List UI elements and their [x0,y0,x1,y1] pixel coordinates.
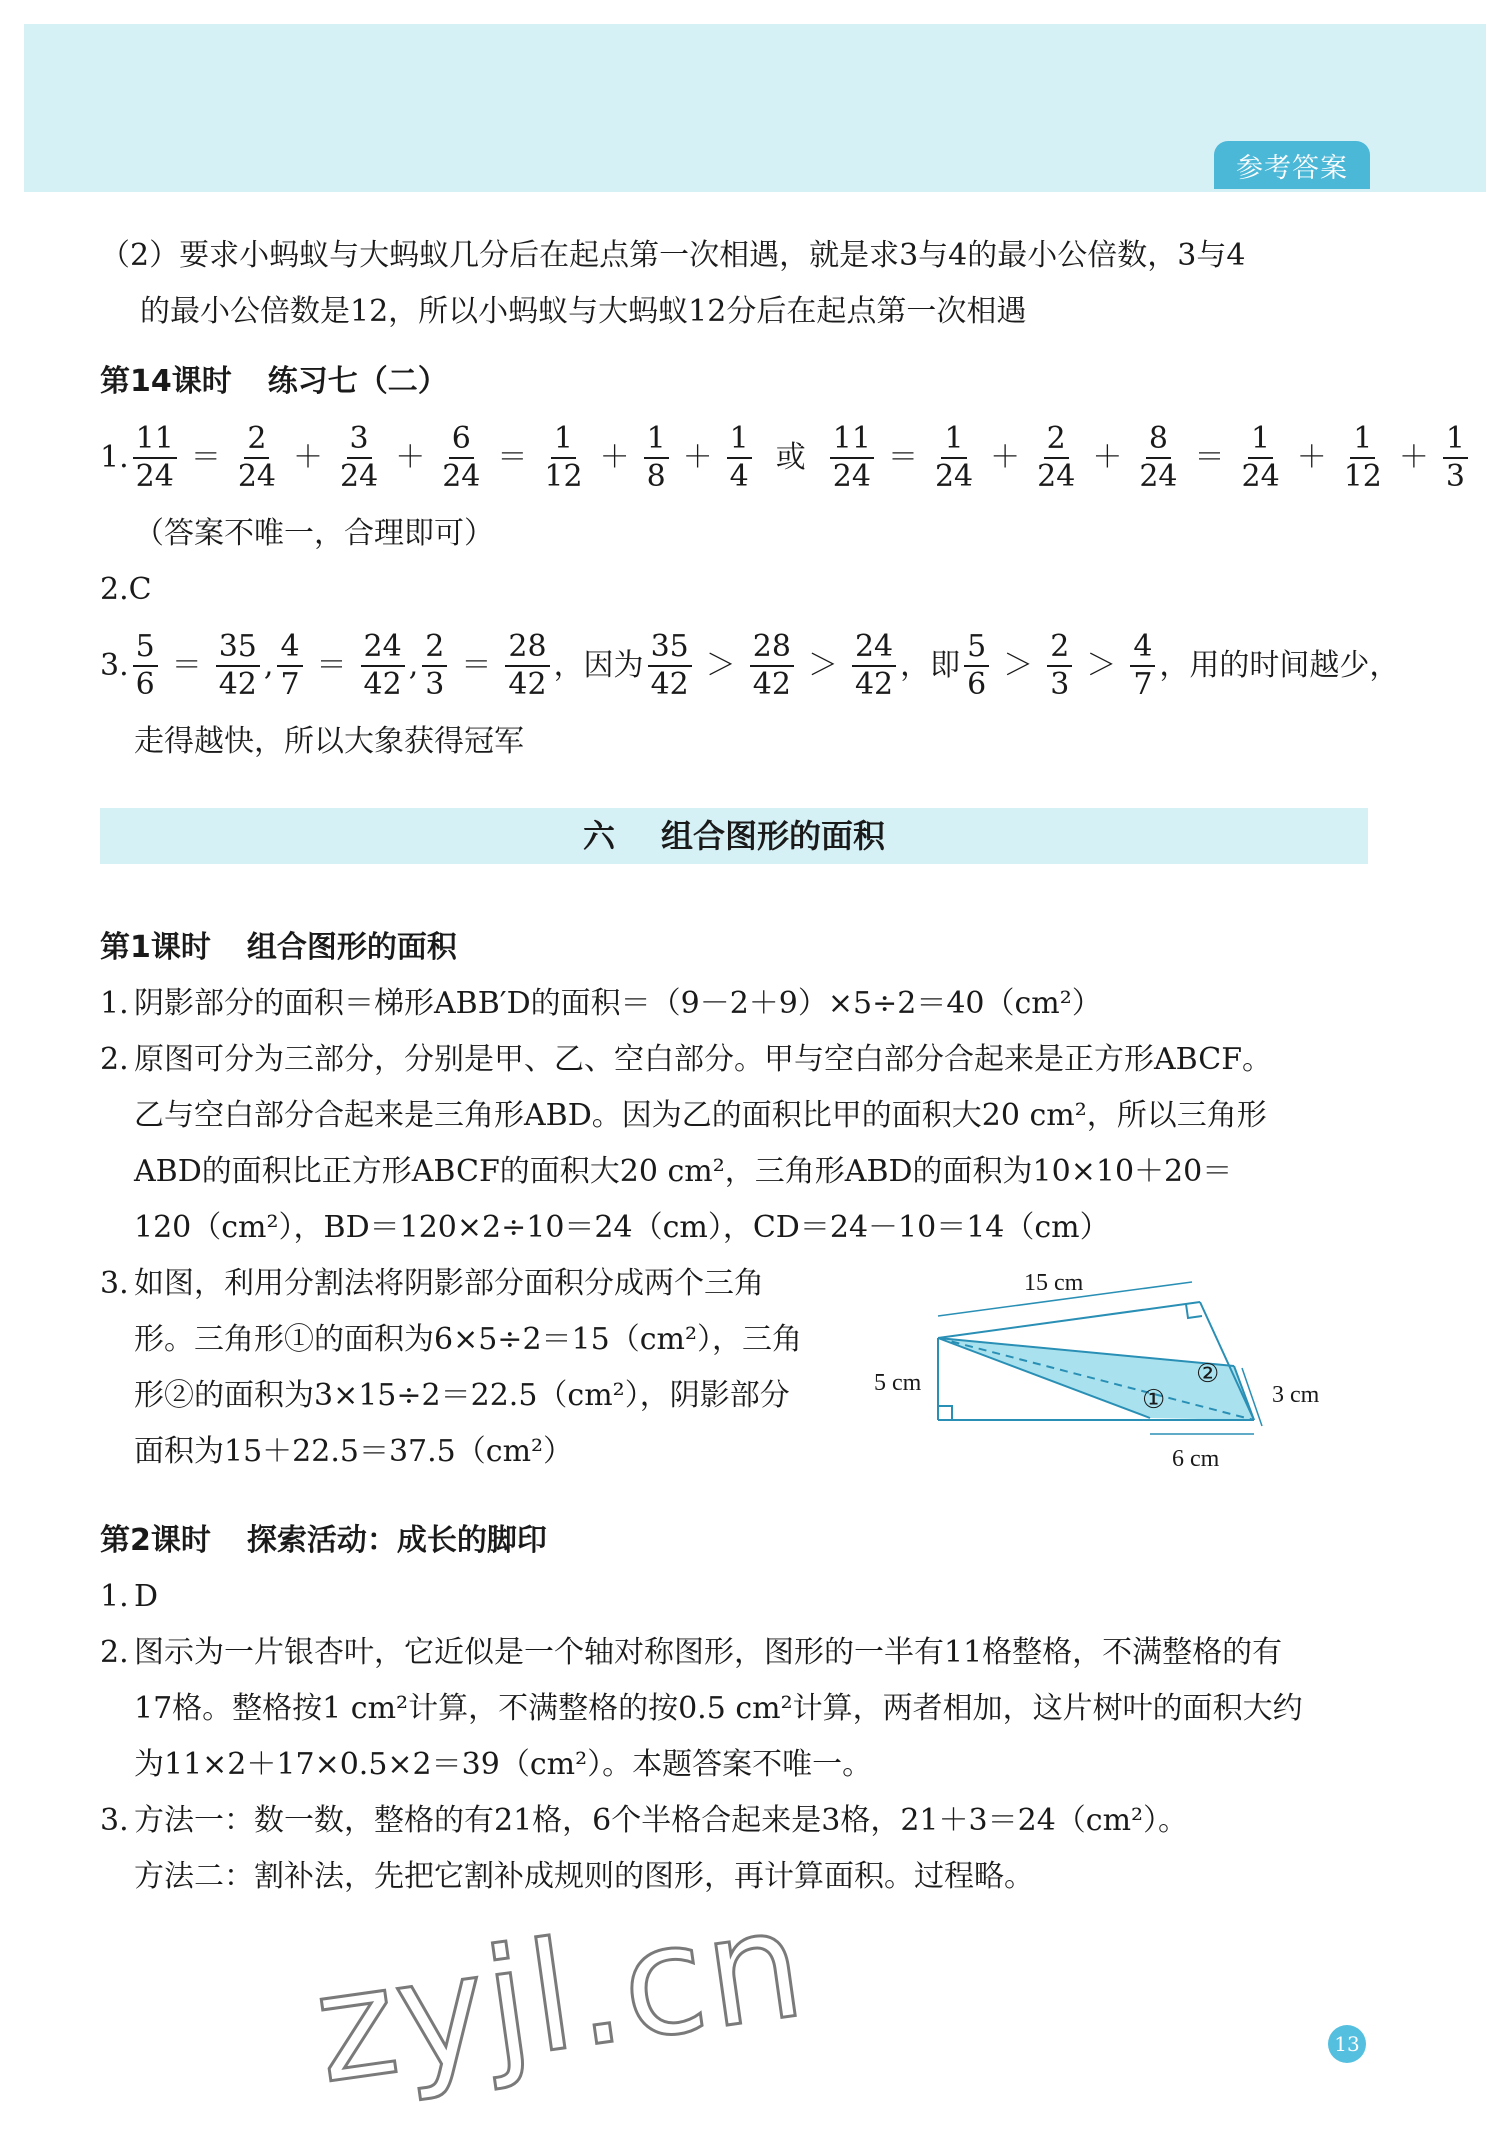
question-number: 3. [100,1266,129,1301]
lesson2-title: 探索活动：成长的脚印 [246,1523,547,1558]
fraction: $\frac{11}{24}$ [830,421,874,495]
answer-line: 方法二：割补法，先把它割补成规则的图形，再计算面积。过程略。 [134,1859,1034,1894]
fraction: $\frac{2}{24}$ [237,421,276,494]
fraction: $\frac{2}{24}$ [1037,421,1076,494]
answer-line: 原图可分为三部分，分别是甲、乙、空白部分。甲与空白部分合起来是正方形ABCF。 [134,1042,1273,1077]
fraction: $\frac{1}{12}$ [544,421,583,494]
answer-text: 阴影部分的面积＝梯形ABB′D的面积＝（9－2＋9）×5÷2＝40（cm²） [134,986,1102,1021]
lesson14-q2 [100,562,1368,618]
lesson14-q3-line2: 走得越快，所以大象获得冠军 [134,724,524,759]
fraction: $\frac{28}{42}$ [505,629,549,703]
fraction: $\frac{4}{7}$ [1130,629,1155,703]
lesson2-label: 第2课时 [100,1523,211,1558]
fraction: $\frac{1}{24}$ [934,421,974,494]
fraction: $\frac{28}{42}$ [750,629,794,703]
answer-line: 120（cm²），BD＝120×2÷10＝24（cm），CD＝24－10＝14（cm） [134,1210,1110,1245]
geometry-figure [874,1256,1394,1499]
lesson14-q1-equations: 1. $\frac{11}{24}$ ＝ $\frac{2}{24}$ ＋ $\frac{3}{24}$ ＋ $\frac{6}{24}$ ＝ $\frac{1}{12}$ ＋ $\frac{1}{8}$ ＋ $\frac{1}{4}$ 或 $\frac{11}{24}$ ＝ $\frac{1}{24}$ ＋ $\frac{2}{24}$ ＋ $\frac{8}{24}$ ＝ $\frac{1}{24}$ ＋ $\frac{1}{12}$ ＋ $\frac{1}{3}$ [100,410,1368,506]
lesson2-q1 [100,1569,1368,1625]
fraction: $\frac{1}{3}$ [1443,421,1468,495]
label-left: 5 cm [874,1370,922,1396]
lesson1-title: 组合图形的面积 [246,930,457,965]
label-right: 3 cm [1272,1382,1320,1408]
answer-line: 方法一：数一数，整格的有21格，6个半格合起来是3格，21＋3＝24（cm²）。 [134,1803,1189,1838]
continued-line-2: 的最小公倍数是12，所以小蚂蚁与大蚂蚁12分后在起点第一次相遇 [140,294,1027,329]
fraction: $\frac{35}{42}$ [216,629,260,703]
lesson1-q1 [100,976,1368,1032]
answer-line: 乙与空白部分合起来是三角形ABD。因为乙的面积比甲的面积大20 cm²，所以三角形 [134,1098,1267,1133]
answer-line: 图示为一片银杏叶，它近似是一个轴对称图形，图形的一半有11格整格，不满整格的有 [134,1635,1283,1670]
lesson14-title: 练习七（二） [267,364,448,399]
page-content [100,228,1465,1905]
fraction: $\frac{11}{24}$ [133,421,177,495]
fraction: $\frac{1}{8}$ [644,421,669,495]
continued-line-1: （2）要求小蚂蚁与大蚂蚁几分后在起点第一次相遇，就是求3与4的最小公倍数，3与4 [100,238,1246,273]
fraction: $\frac{4}{7}$ [277,629,302,703]
lesson2-q2 [100,1625,1368,1793]
lesson1-q2 [100,1032,1368,1256]
tail-text: ，用的时间越少， [1159,648,1400,683]
answer-line: 17格。整格按1 cm²计算，不满整格的按0.5 cm²计算，两者相加，这片树叶的面积大约 [134,1691,1303,1726]
top-side [938,1302,1200,1338]
question-number: 2. [100,1042,129,1077]
label-top: 15 cm [1024,1270,1084,1296]
answer-line: 形。三角形①的面积为6×5÷2＝15（cm²），三角 [134,1322,802,1357]
or-text: 或 [775,440,806,475]
question-number: 2. [100,572,129,607]
answer-line: ABD的面积比正方形ABCF的面积大20 cm²，三角形ABD的面积为10×10＋20＝ [134,1154,1233,1189]
answer: C [128,572,152,607]
question-number: 3. [100,1803,129,1838]
label-bottom: 6 cm [1172,1446,1220,1472]
fraction: $\frac{1}{4}$ [727,421,752,495]
ie-text: ，即 [900,648,961,683]
answer-line: 形②的面积为3×15÷2＝22.5（cm²），阴影部分 [134,1378,790,1413]
question-number: 1. [100,1579,129,1614]
fraction: $\frac{8}{24}$ [1139,421,1178,494]
lesson14-heading [100,354,1368,410]
lesson14-q3-equations: 3. $\frac{5}{6}$ ＝ $\frac{35}{42}$ , $\frac{4}{7}$ ＝ $\frac{24}{42}$ , $\frac{2}{3}$ ＝ $\frac{28}{42}$ ，因为 $\frac{35}{42}$ ＞ $\frac{28}{42}$ ＞ $\frac{24}{42}$ ，即 $\frac{5}{6}$ ＞ $\frac{2}{3}$ ＞ $\frac{4}{7}$ ，用的时间越少， [100,629,1400,702]
watermark: zyjl.cn [305,1876,815,2118]
fraction: $\frac{5}{6}$ [964,629,989,703]
fraction: $\frac{2}{3}$ [1047,629,1072,703]
question-number: 1. [100,986,129,1021]
triangle-1-label: ① [1142,1385,1166,1415]
lesson14-q1-note: （答案不唯一，合理即可） [134,516,494,551]
triangle-diagram [874,1256,1374,1480]
right-angle-mark [1186,1304,1202,1318]
fraction: $\frac{2}{3}$ [422,629,447,703]
lesson1-label: 第1课时 [100,930,211,965]
page-number: 13 [1328,2025,1366,2063]
because-text: ，因为 [553,648,644,683]
answer: D [134,1579,159,1614]
section-number: 六 [582,817,615,855]
section-heading [100,808,1368,864]
fraction: $\frac{24}{42}$ [361,629,405,703]
lesson14-label: 第14课时 [100,364,232,399]
answer-line: 面积为15＋22.5＝37.5（cm²） [134,1434,574,1469]
fraction: $\frac{24}{42}$ [852,629,896,703]
right-angle-mark [938,1406,952,1420]
triangle-2-label: ② [1196,1359,1220,1389]
answer-key-badge: 参考答案 [1214,141,1370,189]
fraction: $\frac{6}{24}$ [442,421,481,494]
lesson2-heading [100,1513,1368,1569]
question-number: 2. [100,1635,129,1670]
fraction: $\frac{1}{12}$ [1343,421,1382,494]
answer-line: 为11×2＋17×0.5×2＝39（cm²）。本题答案不唯一。 [134,1747,873,1782]
fraction: $\frac{3}{24}$ [340,421,379,494]
section-title: 组合图形的面积 [661,817,886,855]
fraction: $\frac{5}{6}$ [133,629,158,703]
fraction: $\frac{35}{42}$ [648,629,692,703]
question-number: 1. [100,440,129,475]
fraction: $\frac{1}{24}$ [1241,421,1280,494]
question-number: 3. [100,648,129,683]
lesson1-heading [100,920,1368,976]
lesson1-q3 [100,1256,1368,1499]
answer-line: 如图，利用分割法将阴影部分面积分成两个三角 [134,1266,764,1301]
